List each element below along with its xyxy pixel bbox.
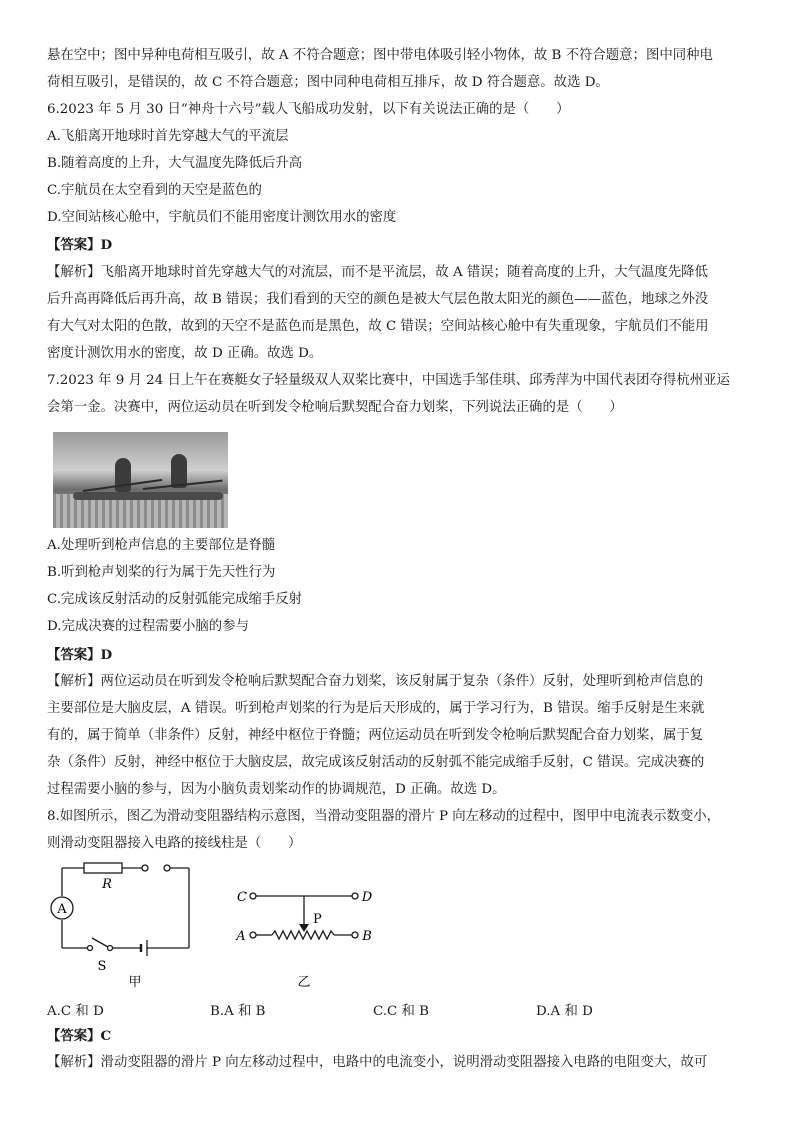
- resistance-wire: [272, 931, 334, 939]
- analysis-text: 杂（条件）反射，神经中枢位于大脑皮层，故完成该反射活动的反射弧不能完成缩手反射，C 错误。完成决赛的: [47, 755, 705, 770]
- option-text: A.飞船离开地球时首先穿越大气的平流层: [47, 129, 289, 144]
- terminal-b-label: B: [362, 929, 372, 944]
- analysis-text: 过程需要小脑的参与，因为小脑负责划桨动作的协调规范，D 正确。故选 D。: [47, 782, 506, 797]
- question-6-stem: 6.2023 年 5 月 30 日“神舟十六号”载人飞船成功发射，以下有关说法正确的是（ ）: [47, 102, 570, 117]
- terminal-a-label: A: [236, 929, 246, 944]
- analysis-text: 后升高再降低后再升高，故 B 错误；我们看到的天空的颜色是被大气层色散太阳光的颜色——蓝色，地球之外没: [47, 292, 709, 307]
- option-text: B.随着高度的上升，大气温度先降低后升高: [47, 156, 303, 171]
- option-text: C.宇航员在太空看到的天空是蓝色的: [47, 183, 262, 198]
- resistor-symbol: [84, 863, 122, 873]
- terminal-c-label: C: [237, 890, 247, 905]
- analysis-text: 【解析】两位运动员在听到发令枪响后默契配合奋力划桨，该反射属于复杂（条件）反射，处理听到枪声信息的: [47, 674, 704, 689]
- option-text: A.处理听到枪声信息的主要部位是脊髓: [47, 538, 276, 553]
- option-text: C.完成该反射活动的反射弧能完成缩手反射: [47, 592, 303, 607]
- question-8-stem: 8.如图所示，图乙为滑动变阻器结构示意图，当滑动变阻器的滑片 P 向左移动的过程中，图甲中电流表示数变小，: [47, 809, 721, 824]
- option-text: B.听到枪声划桨的行为属于先天性行为: [47, 565, 276, 580]
- analysis-text: 有大气对太阳的色散，故到的天空不是蓝色而是黑色，故 C 错误；空间站核心舱中有失重现象，宇航员们不能用: [47, 319, 709, 334]
- answer-label: 【答案】C: [47, 1028, 112, 1044]
- switch-symbol: [92, 938, 108, 947]
- option-text: D.空间站核心舱中，宇航员们不能用密度计测饮用水的密度: [47, 210, 397, 225]
- resistor-label: R: [102, 877, 112, 892]
- analysis-text: 有的，属于简单（非条件）反射，神经中枢位于脊髓；两位运动员在听到发令枪响后默契配合奋力划桨，属于复: [47, 728, 704, 743]
- analysis-text: 主要部位是大脑皮层，A 错误。听到枪声划桨的行为是后天形成的，属于学习行为，B 错误。缩手反射是生来就: [47, 701, 705, 716]
- question-7-stem: 7.2023 年 9 月 24 日上午在赛艇女子轻量级双人双桨比赛中，中国选手邹佳琪、邱秀萍为中国代表团夺得杭州亚运: [47, 373, 730, 388]
- boat-hull: [73, 492, 223, 500]
- option-b: B.A 和 B: [210, 1004, 266, 1019]
- option-text: D.完成决赛的过程需要小脑的参与: [47, 619, 249, 634]
- ammeter-label: A: [57, 902, 67, 917]
- text-line: 荷相互吸引，是错误的，故 C 不符合题意；图中同种电荷相互排斥，故 D 符合题意。故选 D。: [47, 75, 609, 90]
- diagram-caption: 甲: [128, 975, 142, 990]
- question-7-stem: 会第一金。决赛中，两位运动员在听到发令枪响后默契配合奋力划桨，下列说法正确的是（ ）: [47, 400, 623, 415]
- slider-p-label: P: [313, 912, 322, 927]
- rheostat-diagram-yi: [228, 880, 388, 990]
- diagram-caption: 乙: [297, 975, 311, 990]
- answer-label: 【答案】D: [47, 647, 113, 663]
- rowing-photo: [53, 432, 228, 528]
- question-8-stem: 则滑动变阻器接入电路的接线柱是（ ）: [47, 836, 302, 851]
- switch-label: S: [97, 959, 107, 974]
- option-a: A.C 和 D: [47, 1004, 104, 1019]
- option-d: D.A 和 D: [536, 1004, 593, 1019]
- circuit-diagram-jia: [44, 860, 204, 990]
- text-line: 悬在空中；图中异种电荷相互吸引，故 A 不符合题意；图中带电体吸引轻小物体，故 B 不符合题意；图中同种电: [47, 48, 713, 63]
- analysis-text: 【解析】飞船离开地球时首先穿越大气的对流层，而不是平流层，故 A 错误；随着高度的上升，大气温度先降低: [47, 265, 708, 280]
- answer-label: 【答案】D: [47, 237, 113, 253]
- option-c: C.C 和 B: [373, 1004, 430, 1019]
- analysis-text: 密度计测饮用水的密度，故 D 正确。故选 D。: [47, 346, 323, 361]
- terminal-d-label: D: [361, 890, 373, 905]
- analysis-text: 【解析】滑动变阻器的滑片 P 向左移动过程中，电路中的电流变小，说明滑动变阻器接入电路的电阻变大，故可: [47, 1055, 708, 1070]
